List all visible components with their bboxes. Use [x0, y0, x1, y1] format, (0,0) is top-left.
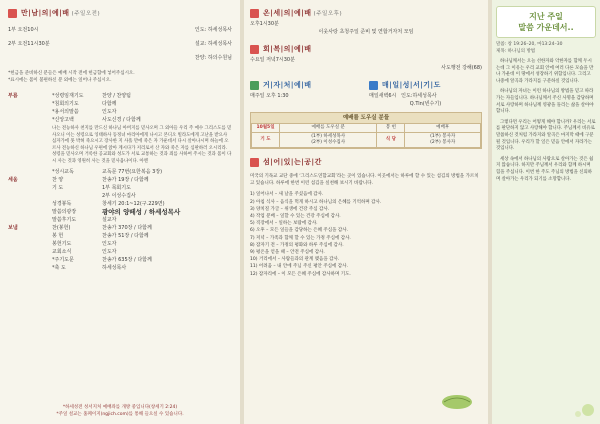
flower-icon [250, 45, 259, 54]
order-section [8, 240, 46, 248]
footer-line-2: *주일 설교는 홈페이지(ngjich.com)를 통해 들으실 수 있습니다. [56, 412, 184, 417]
worship-order [8, 92, 232, 124]
order-item: 찬(봉헌) [52, 224, 71, 231]
order-detail: 찬송가 19장 / 다함께 [102, 176, 149, 183]
gratitude-item: 3) 양치질 가글 – 위생에 건강 주심 감사. [250, 206, 330, 212]
flower-icon [250, 158, 259, 167]
table-cell-line: (2부) 봉사자 [430, 140, 456, 145]
helpers-table [250, 112, 482, 149]
cell-worship-header [250, 78, 363, 92]
order-detail: 2부 이성수집사 [102, 192, 136, 199]
order-row [8, 200, 232, 208]
order-detail: 설교자 [102, 216, 117, 223]
gratitude-item: 9) 평온을 얻을 때 – 안전 주심에 감사. [250, 250, 325, 256]
daily-time: 매일새벽6시 [369, 93, 397, 99]
table-cell-line: (1부) 봉사자 [430, 134, 456, 139]
gratitude-header [250, 155, 482, 169]
service-leader: 설교: 하세성목사 [194, 41, 232, 47]
worship-order-2 [8, 168, 232, 272]
service-row [8, 40, 232, 48]
order-item: *성령임재기도 [52, 93, 84, 99]
order-item: *축 도 [52, 264, 66, 271]
order-section [8, 248, 46, 256]
gratitude-intro: 미국의 기독교 교단 중에 ‘그리스도연합교회’라는 곳이 있습니다. 이곳에서는 하루에 할 수 있는 섬김의 방법을 가르치고 있습니다. 하루에 한번 이런 섬김을 실천해 보시기 바랍니다. [250, 174, 479, 187]
order-section [8, 116, 46, 124]
order-row [8, 256, 232, 264]
sermon-paragraph: 하나님께서는 오늘 선한자와 악한자를 함께 두시는데 그 이유는 우리 교회 안에 여러 다른 모습을 만나 가운데 이 땅에서 성장하기 위함입니다. 그리고 나중에 알곡과 가라지를 구분하실 것입니다. [496, 59, 594, 84]
service-leader: 찬양: 하의수원님 [194, 55, 232, 61]
order-row [8, 176, 232, 184]
flower-icon [250, 9, 259, 18]
table-cell [405, 133, 481, 148]
order-row [8, 264, 232, 272]
square-icon [369, 81, 378, 90]
flower-icon [8, 9, 17, 18]
daily-qt: Q.Tin(빈수기) [409, 101, 442, 107]
order-section [8, 232, 46, 240]
table-cell-line: 식 당 [385, 137, 396, 142]
table-header-cell: 예배를 도우실 분 [280, 124, 377, 133]
daily-leader: 인도:하세성목사 [401, 93, 437, 99]
order-detail: 하세성목사 [102, 264, 127, 271]
morning-worship-header [8, 6, 232, 20]
sermon-paragraph: 그렇다면 우리는 어떻게 해야 합니까? 우리는 서로를 판단하지 않고 사랑해야 합니다. 주님께서 비유로 말씀하신 것처럼 가라지와 알곡은 마지막 때에 구분될 것입니다. 우리가 할 일은 믿음 안에서 자라가는 것입니다. [496, 119, 596, 152]
sermon-title-box [496, 6, 596, 38]
header-title: 매|일|성|서|기|도 [382, 81, 441, 89]
order-section [8, 192, 46, 200]
gratitude-item: 7) 저녁 – 가족과 함께 할 수 있는 가정 주심에 감사. [250, 235, 351, 241]
restoration-text: 사도행전 강해(68) [441, 65, 482, 71]
order-section: 보냄 [8, 224, 18, 231]
service-time: 1부 오전10시 [8, 27, 39, 33]
table-header-cell: 10월5일 [252, 124, 280, 133]
order-row [8, 184, 232, 192]
order-item: 찬 양 [52, 176, 64, 183]
order-detail: 사도신경 / 다함께 [102, 117, 141, 123]
footer [8, 404, 232, 418]
gratitude-item: 10) 거리에서 – 사람들과의 관계 맺음을 감사. [250, 257, 340, 263]
order-row [8, 108, 232, 116]
gratitude-item: 1) 일어나서 – 새 날을 주셨음에 감사. [250, 192, 324, 198]
panel-other-worship [244, 0, 488, 424]
order-detail: 찬송가 370장 / 다함께 [102, 224, 152, 231]
header-title: 만|남|의|예|배 [21, 9, 70, 17]
order-item: *신앙고백 [52, 117, 74, 123]
order-section [8, 256, 46, 264]
gratitude-item: 5) 직장에서 – 일하는 보람에 감사. [250, 221, 318, 227]
order-section [8, 216, 46, 224]
gratitude-item: 12) 잠자리에 – 이 모든 은혜 주심에 감사하며 기도. [250, 271, 351, 277]
order-item: 성경봉독 [52, 200, 72, 207]
sermon-body [496, 59, 596, 183]
order-section [8, 100, 46, 108]
sermon-ref-line: 말씀: 창 19:26–20, 마13:24–30 [496, 42, 563, 47]
table-header [252, 124, 481, 133]
gratitude-item: 6) 오후 – 모든 일들을 감당하는 은혜 주심을 감사. [250, 228, 348, 234]
table-cell-line: (2부) 이성수집사 [311, 140, 346, 145]
afternoon-header [250, 6, 482, 20]
order-row [8, 232, 232, 240]
footer-line-1: *하세성전 성서지처 예배좌를 개방 중입니다(창세기 2:24) [62, 405, 178, 410]
cell-worship-time: 매주일 오후 1:30 [250, 93, 289, 99]
apostles-creed: 나는 전능하사 천지를 만드신 하나님 아버지를 믿사오며 그 외아들 우리 주 예수 그리스도를 믿사오니 이는 성령으로 잉태하사 동정녀 마리아에게 나시고 본디오 빌라도에게 고난을 받으사 십자가에 못 박혀 죽으시고 장사한 지 사흘 만에 죽은 자 가운데서 다시 살아나시며 하늘에 오르사 전능하신 하나님 우편에 앉아 계시다가 저리로서 산 자와 죽은 자를 심판하러 오시리라. 성령을 믿사오며 거룩한 공교회와 성도가 서로 교통하는 것과 죄를 사하여 주시는 것과 몸이 다시 사는 것과 영원히 사는 것을 믿사옵나이다. 아멘 [52, 126, 232, 164]
daily-prayer-header [369, 78, 482, 92]
sermon-ref-line: 제목: 하나님의 방법 [496, 48, 536, 54]
table-header-cell: 봉 헌 [377, 124, 405, 133]
order-item: 말씀후기도 [52, 216, 77, 223]
table-cell [377, 133, 405, 148]
panel-morning-worship [0, 0, 240, 424]
order-detail: 인도자 [102, 109, 117, 115]
header-title: 온|세|의|예|배 [263, 9, 312, 17]
sermon-paragraph: 하나님의 자녀는 이런 하나님의 방법을 믿고 따라가는 자들입니다. 하나님께서 주신 사명을 감당하며 서로 사랑하며 하나님께 영광을 돌리는 삶을 살아야 합니다. [496, 89, 594, 115]
table-cell-line: 기 도 [260, 137, 271, 142]
header-subtitle: (주일오후) [313, 11, 343, 17]
restoration-time: 수요일 저녁7시30분 [250, 57, 295, 63]
order-detail: 인도자 [102, 240, 117, 247]
order-item: 말씀의광장 [52, 208, 77, 215]
order-detail: 광야의 양떼성 / 하세성목사 [102, 207, 181, 216]
service-leader: 인도: 하세성목사 [194, 27, 232, 33]
square-icon [250, 81, 259, 90]
order-row [8, 192, 232, 200]
order-detail: 교독문 77번(요한복음 3장) [102, 168, 163, 175]
order-section: 세움 [8, 176, 18, 183]
note-line: *헌금을 준비하신 분들은 예배 시작 전에 헌금함에 넣어주십시오. [8, 71, 135, 76]
table-cell [252, 133, 280, 148]
order-item: *성시교독 [52, 168, 74, 175]
order-item: *용서의말씀 [52, 109, 79, 115]
service-row [8, 54, 232, 62]
header-title: 섬|어|있|는|공|간 [263, 158, 322, 166]
restoration-header [250, 42, 482, 56]
header-title: 회|복|의|예|배 [263, 45, 312, 53]
order-section [8, 264, 46, 272]
order-detail: 인도자 [102, 248, 117, 255]
panel-sermon-review [492, 0, 600, 424]
order-row [8, 240, 232, 248]
order-detail: 1부 목회기도 [102, 184, 131, 191]
sermon-paragraph: 세상 속에서 하나님의 사람으로 살아가는 것은 쉽지 않습니다. 하지만 주님께서 우리와 함께 하시며 힘을 주십니다. 이번 한 주도 주님의 방법을 신뢰하며 살아가는 우리가 되기를 소망합니다. [496, 156, 594, 182]
gratitude-item: 2) 아침 식사 – 음식을 먹게 하시고 하나님의 은혜를 기억하며 감사. [250, 199, 382, 205]
order-item [52, 192, 102, 200]
order-section [8, 168, 46, 176]
table-header-cell: 예배후 [405, 124, 481, 133]
service-times [8, 26, 232, 62]
table-cell [280, 133, 377, 148]
title-line-1: 지난 주일 [529, 12, 563, 21]
gratitude-item: 4) 작업 분배 – 일할 수 있는 건강 주심에 감사. [250, 214, 341, 220]
order-item: *침회의기도 [52, 101, 79, 107]
bubble-icon [568, 390, 598, 420]
order-row [8, 224, 232, 232]
order-row [8, 168, 232, 176]
order-item: *주기도문 [52, 256, 74, 263]
note-line: *표시에는 몸이 불편하신 분 외에는 일어나 주십시오. [8, 78, 112, 83]
notes [8, 70, 232, 84]
gratitude-list [250, 191, 482, 277]
order-item: 기 도 [52, 184, 64, 191]
order-detail: 다함께 [102, 101, 117, 107]
helpers-title: 예배를 도우실 분들 [251, 113, 481, 123]
service-time: 2부 오전11시30분 [8, 41, 50, 47]
table-row [252, 133, 481, 148]
order-section [8, 108, 46, 116]
order-row [8, 216, 232, 224]
order-row [8, 248, 232, 256]
order-row [8, 100, 232, 108]
order-row [8, 92, 232, 100]
gratitude-item: 8) 잠자기 전 – 가정의 평화와 하루 주심에 감사. [250, 242, 344, 248]
order-item: 봉헌기도 [52, 240, 72, 247]
daily-prayer-time [369, 92, 482, 100]
order-detail: 찬송가 51장 / 다함께 [102, 232, 149, 239]
gratitude-item: 11) 어려움 – 내 안에 주님 주신 평안 주심에 감사. [250, 264, 348, 270]
leaf-icon [440, 390, 474, 410]
order-row [8, 116, 232, 124]
order-section [8, 184, 46, 192]
order-row [8, 208, 232, 216]
title-line-2: 말씀 가운데서.. [518, 23, 574, 32]
sermon-reference [496, 42, 596, 55]
table-cell-line: (1부) 하세성목사 [311, 134, 346, 139]
order-section [8, 200, 46, 208]
small-worship-row [250, 78, 482, 108]
header-title: 거|자|처|예|배 [263, 81, 312, 89]
order-section [8, 208, 46, 216]
order-item: 봉 헌 [52, 232, 64, 239]
afternoon-text: 이웃사랑 초청주일 준비 및 연합거자처 모임 [318, 29, 414, 35]
order-item: 교회소식 [52, 248, 72, 255]
afternoon-time: 오후1시30분 [250, 21, 279, 27]
order-detail: 창세기 20:1~12(구.229면) [102, 200, 165, 207]
header-subtitle: (주일오전) [71, 11, 101, 17]
order-section: 부름 [8, 93, 18, 99]
service-row [8, 26, 232, 34]
order-detail: 찬양 / 찬양팀 [102, 93, 132, 99]
order-detail: 찬송가 635장 / 다함께 [102, 256, 152, 263]
